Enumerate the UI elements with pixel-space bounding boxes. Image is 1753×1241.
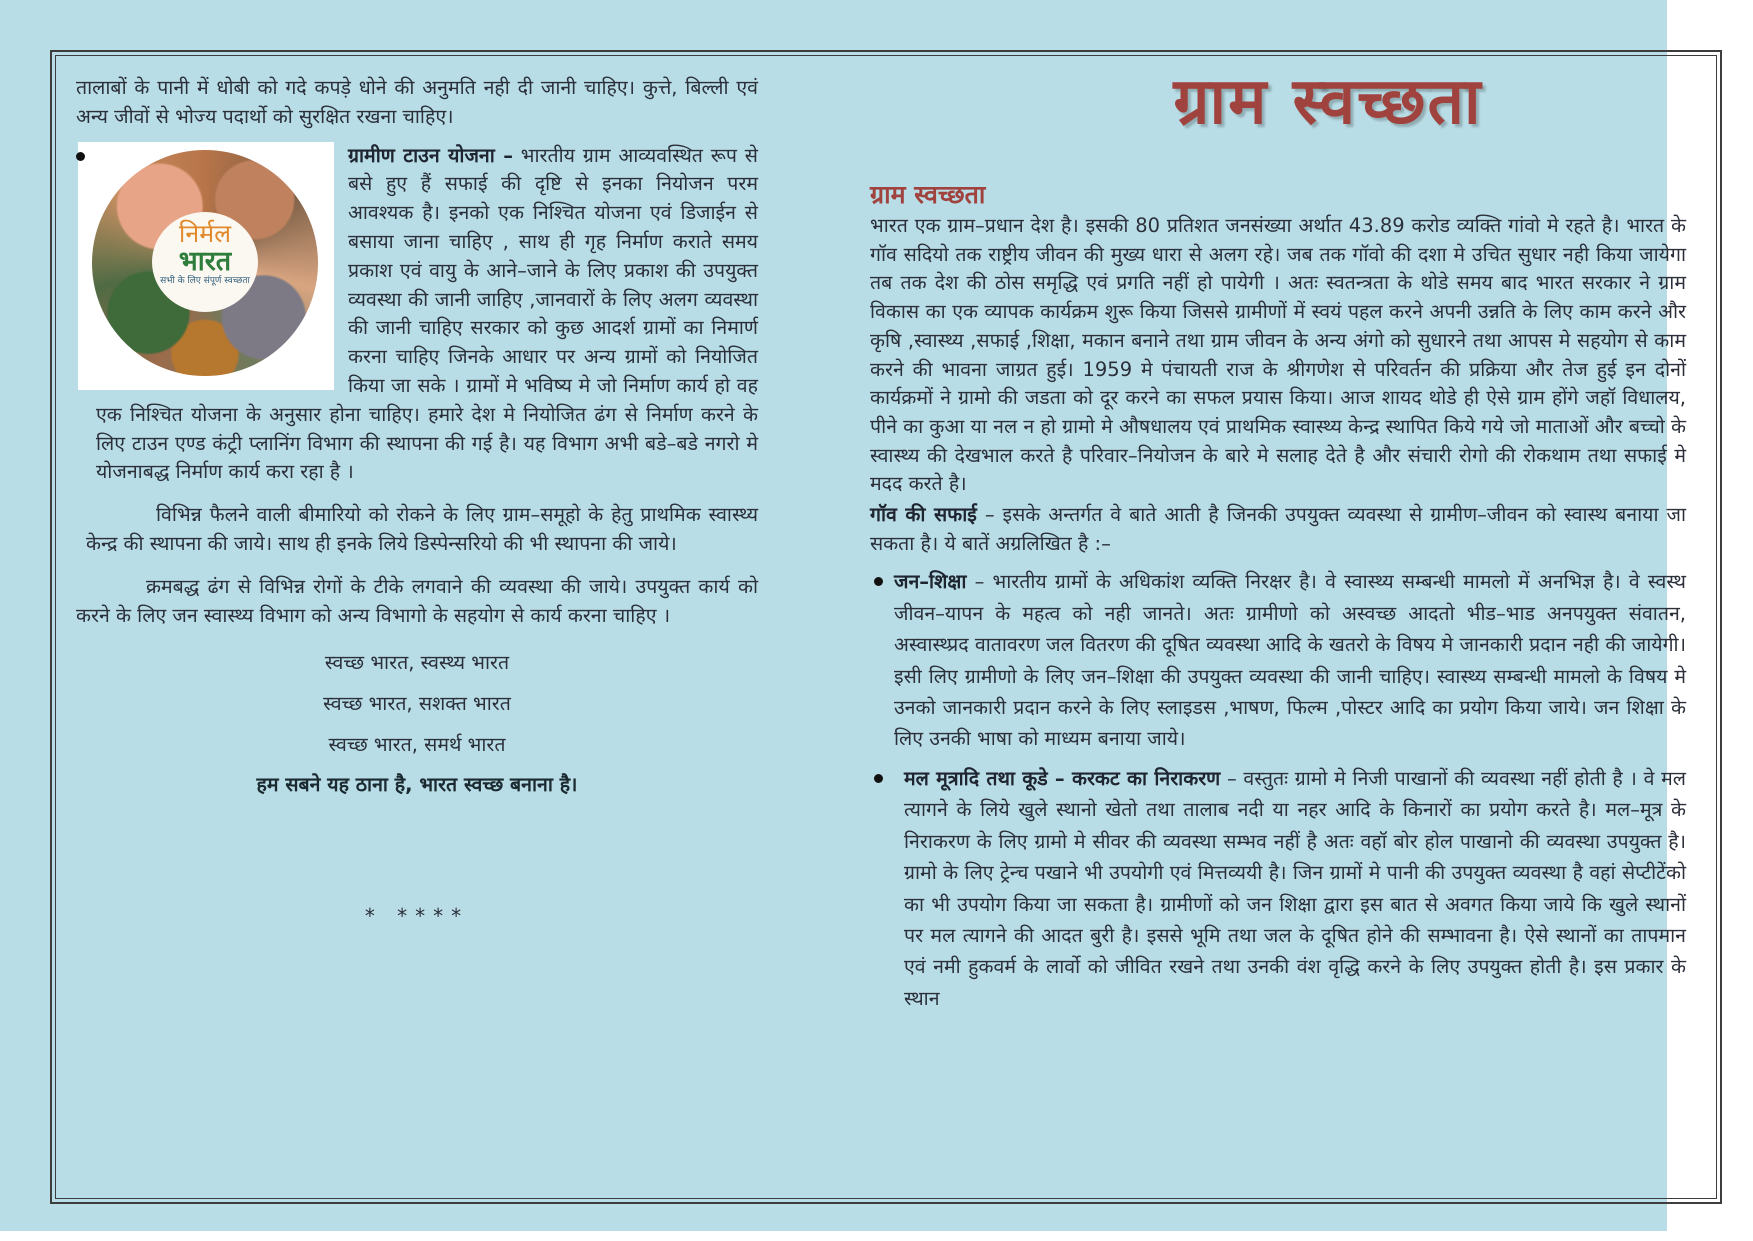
logo-text-nirmal: निर्मल: [178, 218, 232, 248]
slogan-2: स्वच्छ भारत, सशक्त भारत: [323, 692, 511, 716]
logo-tagline: सभी के लिए संपूर्ण स्वच्छता: [160, 275, 250, 286]
left-column: [76, 74, 758, 928]
right-column: [870, 66, 1686, 1014]
bullet-icon: [874, 577, 883, 586]
rural-town-planning-paragraph: [96, 142, 758, 488]
intro-paragraph: भारत एक ग्राम–प्रधान देश है। इसकी 80 प्रतिशत जनसंख्या अर्थात 43.89 करोड व्यक्ति गांवो मे रहते है। भारत के गॉव सदियो तक राष्ट्रीय जीवन की मुख्य धारा से अलग रहे। जब तक गॉवो की दशा मे उचित सुधार नही किया जायेगा तब तक देश की ठोस समृद्धि एवं प्रगति नहीं हो पायेगी । अतः स्वतन्त्रता के थोडे समय बाद भारत सरकार ने ग्राम विकास का एक व्यापक कार्यक्रम शुरू किया जिससे ग्रामीणों में स्वयं पहल करने अपनी उन्नति के लिए काम करने और कृषि ,स्वास्थ्य ,सफाई ,शिक्षा, मकान बनाने तथा ग्राम जीवन के अन्य अंगो को सुधारने तथा आपस मे सहयोग से काम करने की भावना जाग्रत हुई। 1959 मे पंचायती राज के श्रीगणेश से परिवर्तन की प्रक्रिया और तेज हुई इन दोनों कार्यक्रमों ने ग्रामो की जडता को दूर करने का सफल प्रयास किया। आज शायद थोडे ही ऐसे ग्राम होंगे जहॉ विधालय, पीने का कुआ या नल न हो ग्रामो मे औषधालय एवं प्राथमिक स्वास्थ्य केन्द्र स्थापित किये गये जो माताओं और बच्चो के स्वास्थ्य की देखभाल करते है परिवार–नियोजन के बारे मे सलाह देते है और संचारी रोगो की रोकथाम तथा सफाई मे मदद करते है।: [870, 214, 1686, 496]
waste-disposal-paragraph: [890, 763, 1686, 1014]
left-paragraph-1: तालाबों के पानी में धोबी को गदे कपड़े धोने की अनुमति नही दी जानी चाहिए। कुत्ते, बिल्ली एवं अन्य जीवों से भोज्य पदार्थो को सुरक्षित रखना चाहिए।: [76, 76, 758, 128]
pledge-line: हम सबने यह ठाना है, भारत स्वच्छ बनाना है।: [256, 773, 578, 797]
bullet-icon: [76, 152, 85, 161]
ending-stars: * ****: [364, 904, 470, 929]
public-education-paragraph: [890, 566, 1686, 754]
public-education-text: – भारतीय ग्रामों के अधिकांश व्यक्ति निरक्षर है। वे स्वास्थ्य सम्बन्धी मामलो में अनभिज्ञ है। वे स्वस्थ जीवन–यापन के महत्व को नही जानते। अतः ग्रामीणो को अस्वच्छ आदतो भीड–भाड अनपयुक्त संवातन, अस्वास्थ्प्रद वातावरण जल वितरण की दूषित व्यवस्था आदि के खतरो के विषय मे जानकारी प्रदान नही की जायेगी। इसी लिए ग्रामीणो के लिए जन–शिक्षा की उपयुक्त व्यवस्था की जानी चाहिए। स्वास्थ्य सम्बन्धी मामलो के विषय मे उनको जानकारी प्रदान करने के लिए स्लाइडस ,भाषण, फिल्म ,पोस्टर आदि का प्रयोग किया जाये। जन शिक्षा के लिए उनकी भाषा को माध्यम बनाया जाये।: [894, 570, 1686, 751]
bullet-icon: [874, 774, 883, 783]
waste-disposal-heading: मल मूत्रादि तथा कूडे – करकट का निराकरण: [904, 766, 1221, 790]
left-paragraph-3: क्रमबद्ध ढंग से विभिन्न रोगों के टीके लगवाने की व्यवस्था की जाये। उपयुक्त कार्य को करने के लिए जन स्वास्थ्य विभाग को अन्य विभागो के सहयोग से कार्य करना चाहिए ।: [76, 574, 758, 627]
rural-town-planning-heading: ग्रामीण टाउन योजना –: [348, 143, 513, 167]
public-education-section: [870, 566, 1686, 754]
village-sanitation-text: – इसके अन्तर्गत वे बाते आती है जिनकी उपयुक्त व्यवस्था से ग्रामीण–जीवन को स्वास्थ बनाया जा सकता है। ये बातें अग्रलिखित है :–: [870, 503, 1687, 555]
logo-text-bharat: भारत: [178, 245, 232, 277]
village-sanitation-paragraph: [870, 501, 1686, 558]
page-title: ग्राम स्वच्छता: [1173, 64, 1483, 139]
slogan-3: स्वच्छ भारत, समर्थ भारत: [328, 733, 506, 757]
rural-town-planning-section: [76, 142, 758, 488]
waste-disposal-text: – वस्तुतः ग्रामो मे निजी पाखानों की व्यवस्था नहीं होती है । वे मल त्यागने के लिये खुले स्थानो खेतो तथा तालाब नदी या नहर आदि के किनारों का प्रयोग करते है। मल–मूत्र के निराकरण के लिए ग्रामो मे सीवर की व्यवस्था सम्भव नहीं है अतः वहॉ बोर होल पाखानो की व्यवस्था उपयुक्त है। ग्रामो के लिए ट्रेन्च पखाने भी उपयोगी एवं मित्तव्ययी है। जिन ग्रामों मे पानी की उपयुक्त व्यवस्था है वहां सेप्टीटेंको का भी उपयोग किया जा सकता है। ग्रामीणों को जन शिक्षा द्वारा इस बात से अवगत किया जाये कि खुले स्थानों पर मल त्यागने की आदत बुरी है। इससे भूमि तथा जल के दूषित होने की सम्भावना है। ऐसे स्थानों का तापमान एवं नमी हुकवर्म के लार्वो को जीवित रखने तथा उनकी वंश वृद्धि करने के लिए उपयुक्त होती है। इस प्रकार के स्थान: [904, 766, 1686, 1010]
slogan-1: स्वच्छ भारत, स्वस्थ्य भारत: [324, 651, 510, 675]
waste-disposal-section: [870, 763, 1686, 1014]
left-paragraph-2: विभिन्न फैलने वाली बीमारियो को रोकने के लिए ग्राम–समूहो के हेतु प्राथमिक स्वास्थ्य केन्द्र की स्थापना की जाये। साथ ही इनके लिये डिस्पेन्सरियो की भी स्थापना की जाये।: [86, 503, 758, 555]
section-title: ग्राम स्वच्छता: [870, 180, 986, 209]
rural-town-planning-text: भारतीय ग्राम आव्यवस्थित रूप से बसे हुए हैं सफाई की दृष्टि से इनका नियोजन परम आवश्यक है। इनको एक निश्चित योजना एवं डिजाईन से बसाया जाना चाहिए , साथ ही गृह निर्माण कराते समय प्रकाश एवं वायु के आने–जाने के लिए प्रकाश की उपयुक्त व्यवस्था की जानी जाहिए ,जानवारों के लिए अलग व्यवस्था की जानी चाहिए सरकार को कुछ आदर्श ग्रामों का निमार्ण करना चाहिए जिनके आधार पर अन्य ग्रामों को नियोजित किया जा सके । ग्रामों मे भविष्य मे जो निर्माण कार्य हो वह एक निश्चित योजना के अनुसार होना चाहिए। हमारे देश मे नियोजित ढंग से निर्माण करने के लिए टाउन एण्ड कंट्री प्लानिंग विभाग की स्थापना की गई है। यह विभाग अभी बडे–बडे नगरो मे योजनाबद्ध निर्माण कार्य करा रहा है ।: [96, 143, 758, 484]
slogan-block: [76, 642, 758, 804]
village-sanitation-heading: गॉव की सफाई: [870, 503, 977, 527]
public-education-heading: जन–शिक्षा: [894, 570, 967, 594]
